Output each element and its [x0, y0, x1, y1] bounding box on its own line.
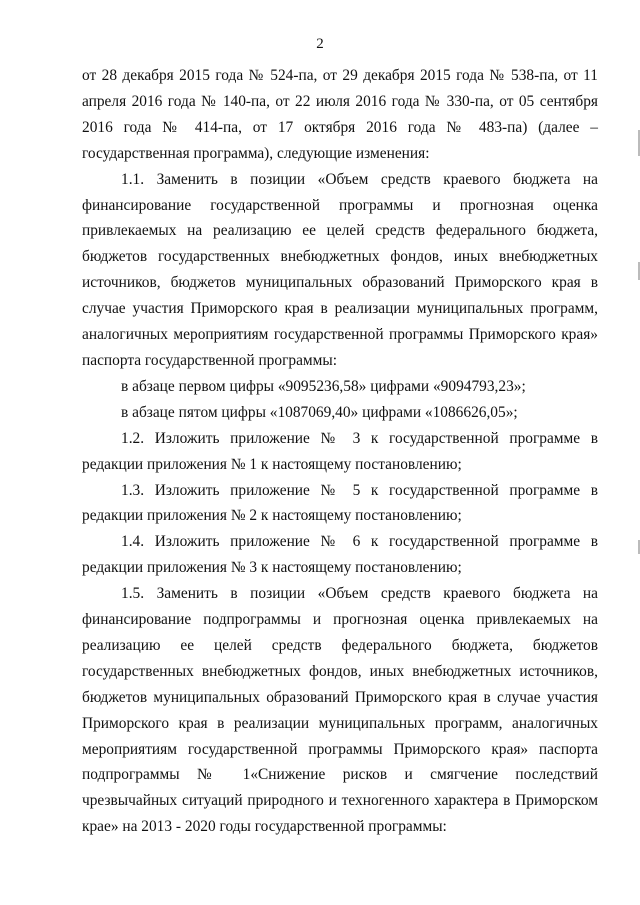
document-body	[82, 63, 598, 840]
paragraph-1-5: 1.5. Заменить в позиции «Объем средств краевого бюджета на финансирование подпрограммы и прогнозная оценка привлекаемых на реализацию ее целей средств федерального бюджета, бюджетов государственных внебюджетных фондов, иных внебюджетных источников, бюджетов муниципальных образований Приморского края в случае участия Приморского края в реализации муниципальных программ, аналогичных мероприятиям государственной программы Приморского края» паспорта подпрограммы № 1«Снижение рисков и смягчение последствий чрезвычайных ситуаций природного и техногенного характера в Приморском крае» на 2013 - 2020 годы государственной программы:	[82, 585, 598, 836]
paragraph-1-4: 1.4. Изложить приложение № 6 к государственной программе в редакции приложения № 3 к настоящему постановлению;	[82, 533, 598, 577]
paragraph-1-1: 1.1. Заменить в позиции «Объем средств краевого бюджета на финансирование государственной программы и прогнозная оценка привлекаемых на реализацию ее целей средств федерального бюджета, бюджетов государственных внебюджетных фондов, иных внебюджетных источников, бюджетов муниципальных образований Приморского края в случае участия Приморского края в реализации муниципальных программ, аналогичных мероприятиям государственной программы Приморского края» паспорта государственной программы:	[82, 170, 598, 369]
paragraph-fifth-abzac: в абзаце пятом цифры «1087069,40» цифрами «1086626,05»;	[121, 403, 518, 421]
paragraph-1-3: 1.3. Изложить приложение № 5 к государственной программе в редакции приложения № 2 к настоящему постановлению;	[82, 481, 598, 525]
page-number: 2	[316, 36, 324, 52]
paragraph-1-2: 1.2. Изложить приложение № 3 к государственной программе в редакции приложения № 1 к настоящему постановлению;	[82, 429, 598, 473]
paragraph-first-abzac: в абзаце первом цифры «9095236,58» цифрами «9094793,23»;	[121, 377, 526, 395]
paragraph-intro: от 28 декабря 2015 года № 524-па, от 29 декабря 2015 года № 538-па, от 11 апреля 2016 года № 140-па, от 22 июля 2016 года № 330-па, от 05 сентября 2016 года № 414-па, от 17 октября 2016 года № 483-па) (далее – государственная программа), следующие изменения:	[82, 67, 598, 162]
